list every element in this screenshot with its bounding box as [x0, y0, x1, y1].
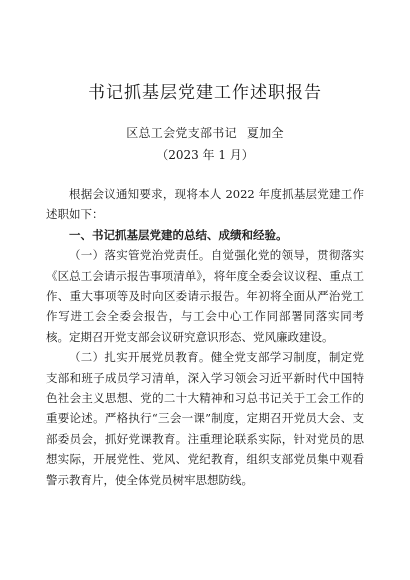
report-date: （2023 年 1 月） [156, 148, 254, 162]
document-body [46, 184, 364, 490]
document-title: 书记抓基层党建工作述职报告 [88, 83, 322, 103]
author-line [0, 124, 410, 141]
author-role: 区总工会党支部书记 [126, 126, 237, 140]
intro-paragraph: 根据会议通知要求，现将本人 2022 年度抓基层党建工作述职如下： [46, 187, 364, 222]
author-name: 夏加全 [246, 126, 284, 140]
section-heading: 一、书记抓基层党建的总结、成绩和经验。 [69, 227, 288, 242]
body-paragraph-1: （一）落实管党治党责任。自觉强化党的领导，贯彻落实《区总工会请示报告事项清单》，将年度全委会议议程、重点工作、重大事项等及时向区委请示报告。年初将全面从严治党工作写进工会全委会报告，与工会中心工作同部署同落实同考核。定期召开党支部会议研究意识形态、党风廉政建设。 [46, 248, 364, 344]
body-paragraph-2: （二）扎实开展党员教育。健全党支部学习制度，制定党支部和班子成员学习清单，深入学习领会习近平新时代中国特色社会主义思想、党的二十大精神和习总书记关于工会工作的重要论述。严格执行“三会一课”制度，定期召开党员大会、支部委员会，抓好党课教育。注重理论联系实际，针对党员的思想实际，开展党性、党风、党纪教育，组织支部党员集中观看警示教育片，使全体党员树牢思想防线。 [46, 350, 364, 487]
